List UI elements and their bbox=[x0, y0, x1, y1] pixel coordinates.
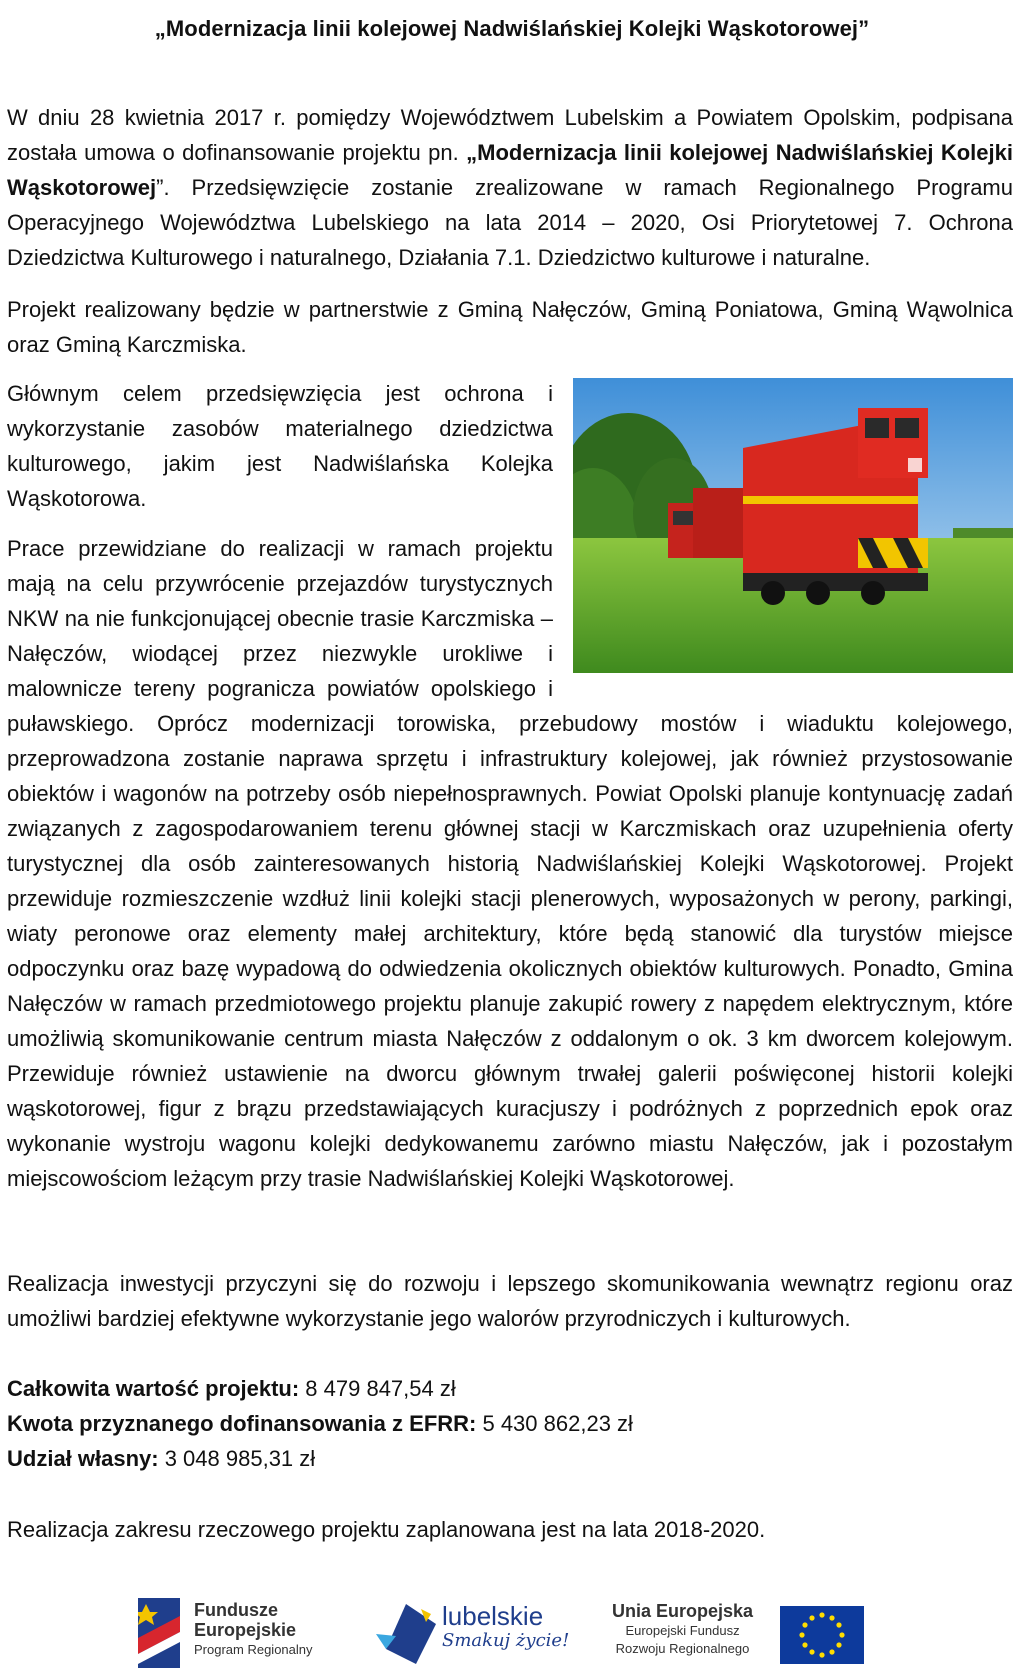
fact-label: Kwota przyznanego dofinansowania z EFRR: bbox=[7, 1411, 477, 1436]
document-title: „Modernizacja linii kolejowej Nadwiślańskiej Kolejki Wąskotorowej” bbox=[154, 16, 870, 41]
paragraph-goals-wrap bbox=[7, 376, 1013, 1196]
lubelskie-name: lubelskie bbox=[442, 1601, 544, 1631]
fact-label: Udział własny: bbox=[7, 1446, 159, 1471]
paragraph-works: Prace przewidziane do realizacji w ramach projektu mają na celu przywrócenie przejazdów turystycznych NKW na nie funkcjonującej obecnie trasie Karczmiska – Nałęczów, wiodącej przez niezwykle urokliwe i malownicze tereny pogranicza powiatów opolskiego i puławskiego. Oprócz modernizacji torowiska, przebudowy mostów i wiaduktu kolejowego, przeprowadzona zostanie naprawa sprzętu i infrastruktury kolejowej, jak również przystosowanie obiektów i wagonów na potrzeby osób niepełnosprawnych. Powiat Opolski planuje kontynuację zadań związanych z zagospodarowaniem terenu głównej stacji w Karczmiskach oraz uzupełnienia oferty turystycznej dla osób zainteresowanych historią Nadwiślańskiej Kolejki Wąskotorowej. Projekt przewiduje rozmieszczenie wzdłuż linii kolejki stacji plenerowych, wyposażonych w perony, parkingi, wiaty peronowe oraz elementy małej architektury, które będą stanowić dla turystów miejsce odpoczynku oraz bazę wypadową do odwiedzenia okolicznych obiektów kulturowych. Ponadto, Gmina Nałęczów w ramach przedmiotowego projektu planuje zakupić rowery z napędem elektrycznym, które umożliwią skomunikowanie centrum miasta Nałęczów z oddalonym o ok. 3 km dworcem kolejowym. Przewiduje również ustawienie na dworcu głównym trwałej galerii poświęconej historii kolejki wąskotorowej, figur z brązu przedstawiających kuracjuszy i podróżnych z poprzednich epok oraz wykonanie wystroju wagonu kolejki dedykowanemu zarówno miastu Nałęczów, jak i pozostałym miejscowościom leżącym przy trasie Nadwiślańskiej Kolejki Wąskotorowej. bbox=[7, 536, 1013, 1191]
fact-own bbox=[7, 1441, 633, 1476]
lubelskie-logo-icon bbox=[376, 1604, 436, 1664]
ue-line1: Unia Europejska bbox=[612, 1601, 754, 1621]
fe-line1: Fundusze bbox=[194, 1600, 278, 1620]
fact-label: Całkowita wartość projektu: bbox=[7, 1376, 300, 1401]
ue-logo-text bbox=[612, 1600, 753, 1658]
fe-line3: Program Regionalny bbox=[194, 1642, 313, 1657]
train-image bbox=[573, 378, 1013, 673]
ue-line2: Europejski Fundusz bbox=[625, 1623, 740, 1638]
eu-flag-icon bbox=[780, 1606, 864, 1664]
fact-value: 5 430 862,23 zł bbox=[476, 1411, 633, 1436]
fact-value: 3 048 985,31 zł bbox=[158, 1446, 316, 1471]
fact-total bbox=[7, 1371, 633, 1406]
paragraph-schedule: Realizacja zakresu rzeczowego projektu zaplanowana jest na lata 2018-2020. bbox=[7, 1517, 766, 1542]
fact-efrr bbox=[7, 1406, 633, 1441]
fact-value: 8 479 847,54 zł bbox=[299, 1376, 456, 1401]
paragraph-goal: Głównym celem przedsięwzięcia jest ochrona i wykorzystanie zasobów materialnego dziedzictwa kulturowego, jakim jest Nadwiślańska Kolejka Wąskotorowa. bbox=[7, 381, 553, 511]
fe-logo-text bbox=[194, 1600, 313, 1660]
funding-logos-bar bbox=[0, 1590, 1024, 1674]
fe-line2: Europejskie bbox=[194, 1620, 297, 1640]
paragraph-agreement bbox=[7, 100, 1013, 275]
fundusze-europejskie-logo-icon bbox=[138, 1598, 180, 1668]
paragraph-partnership: Projekt realizowany będzie w partnerstwie z Gminą Nałęczów, Gminą Poniatowa, Gminą Wąwolnica oraz Gminą Karczmiska. bbox=[7, 297, 1013, 357]
paragraph-impact: Realizacja inwestycji przyczyni się do rozwoju i lepszego skomunikowania wewnątrz regionu oraz umożliwi bardziej efektywne wykorzystanie jego walorów przyrodniczych i kulturowych. bbox=[7, 1271, 1013, 1331]
lubelskie-slogan: Smakuj życie! bbox=[442, 1630, 570, 1651]
project-name-bold: „Modernizacja linii kolejowej Nadwiślańskiej Kolejki Wąskotorowej bbox=[7, 140, 1013, 200]
lubelskie-logo-text bbox=[442, 1602, 569, 1651]
train-photo bbox=[573, 378, 1013, 673]
ue-line3: Rozwoju Regionalnego bbox=[615, 1641, 750, 1656]
agreement-text-cont: ”. Przedsięwzięcie zostanie zrealizowane w ramach Regionalnego Programu Operacyjnego Województwa Lubelskiego na lata 2014 – 2020, Osi Priorytetowej 7. Ochrona Dziedzictwa Kulturowego i naturalnego, Działania 7.1. Dziedzictwo kulturowe i naturalne. bbox=[7, 175, 1013, 270]
agreement-text: W dniu 28 kwietnia 2017 r. pomiędzy Województwem Lubelskim a Powiatem Opolskim, podpisana została umowa o dofinansowanie projektu pn. bbox=[7, 105, 1013, 165]
project-financials bbox=[7, 1371, 633, 1476]
